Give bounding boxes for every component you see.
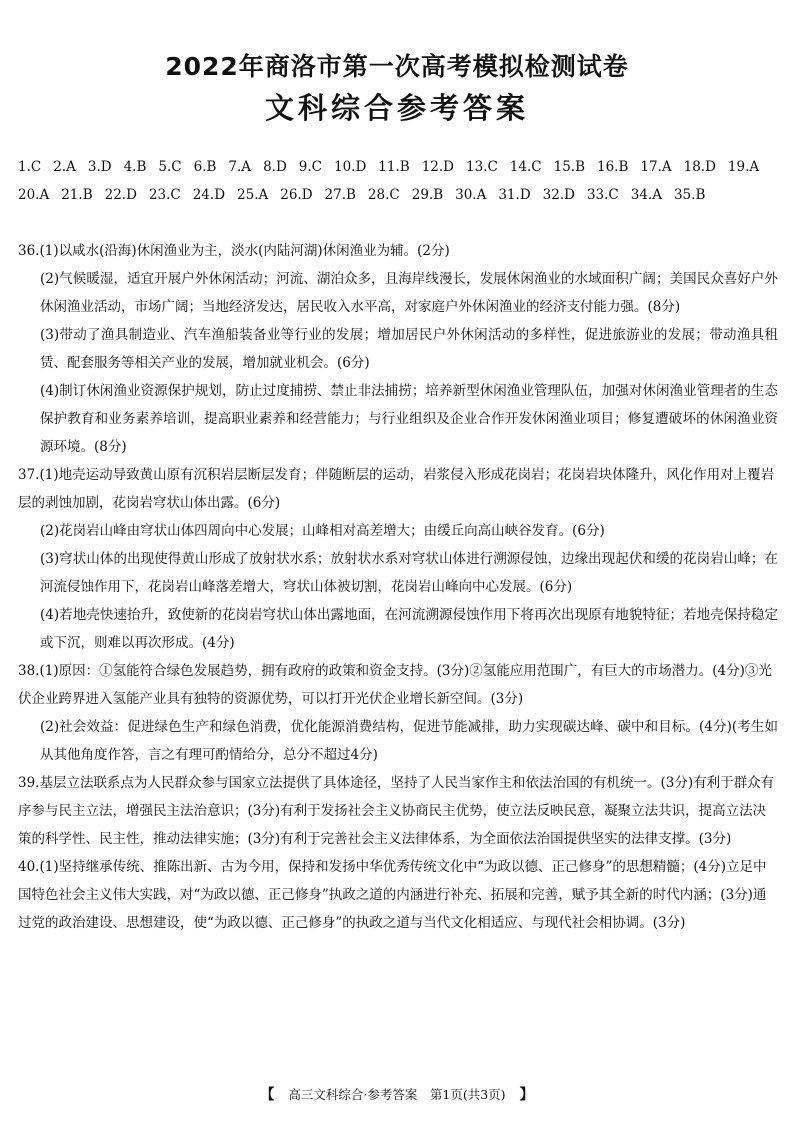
- choice-answer: 12.D: [421, 159, 454, 175]
- q36-part4: (4)制订休闲渔业资源保护规划，防止过度捕捞、禁止非法捕捞；培养新型休闲渔业管理队伍，加强对休闲渔业管理者的生态保护教育和业务素养培训，提高职业素养和经营能力；与行业组织及企业合作开发休闲渔业项目；修复遭破坏的休闲渔业资源环境。(8分): [40, 383, 778, 455]
- choice-answer: 15.B: [553, 159, 585, 175]
- page-footer: [0, 1085, 794, 1105]
- choice-answer: 26.D: [280, 187, 313, 203]
- q36-part2: (2)气候暖湿，适宜开展户外休闲活动；河流、湖泊众多，且海岸线漫长，发展休闲渔业的水域面积广阔；美国民众喜好户外休闲渔业活动，市场广阔；当地经济发达，居民收入水平高，对家庭户外休闲渔业的经济支付能力强。(8分): [40, 271, 778, 315]
- choice-answer: 16.B: [597, 159, 629, 175]
- q37-part3: (3)穹状山体的出现使得黄山形成了放射状水系；放射状水系对穹状山体进行溯源侵蚀，边缘出现起伏和缓的花岗岩山峰；在河流侵蚀作用下，花岗岩山峰落差增大，穹状山体被切割，花岗岩山峰向中心发展。(6分): [40, 551, 778, 595]
- choice-answer: 32.D: [542, 187, 575, 203]
- essay-answers: [18, 237, 778, 937]
- q37-part1: 37.(1)地壳运动导致黄山原有沉积岩层断层发育；伴随断层的运动，岩浆侵入形成花岗岩；花岗岩块体隆升，风化作用对上覆岩层的剥蚀加剧，花岗岩穹状山体出露。(6分): [18, 467, 775, 511]
- footer-right-bracket: 】: [519, 1087, 534, 1103]
- footer-left-bracket: 【: [260, 1087, 275, 1103]
- choice-answer: 18.D: [683, 159, 716, 175]
- choice-answer: 34.A: [630, 187, 662, 203]
- choice-answer: 17.A: [640, 159, 672, 175]
- choice-answer: 19.A: [727, 159, 760, 175]
- choice-answer: 6.B: [193, 159, 217, 175]
- choice-answer: 28.C: [367, 187, 400, 203]
- choice-answer: 5.C: [158, 159, 182, 175]
- choice-answers: [18, 153, 778, 209]
- choice-answer: 8.D: [263, 159, 287, 175]
- q36-part3: (3)带动了渔具制造业、汽车渔船装备业等行业的发展；增加居民户外休闲活动的多样性，促进旅游业的发展；带动渔具租赁、配套服务等相关产业的发展，增加就业机会。(6分): [40, 327, 778, 371]
- choice-answer: 1.C: [18, 159, 42, 175]
- choice-answer: 29.B: [411, 187, 444, 203]
- choice-answer: 7.A: [228, 159, 252, 175]
- choice-answer: 14.C: [509, 159, 542, 175]
- choice-answer: 3.D: [87, 159, 112, 175]
- choice-answer: 2.A: [53, 159, 76, 175]
- choice-answer: 30.A: [455, 187, 487, 203]
- exam-title: 2022年商洛市第一次高考模拟检测试卷: [165, 52, 629, 81]
- choice-answer: 35.B: [673, 187, 706, 203]
- choice-answer: 24.D: [192, 187, 226, 203]
- q37-part4: (4)若地壳快速抬升，致使新的花岗岩穹状山体出露地面，在河流溯源侵蚀作用下将再次出现原有地貌特征；若地壳保持稳定或下沉，则难以再次形成。(4分): [40, 607, 778, 651]
- choice-answer: 9.C: [298, 159, 322, 175]
- q36-part1: 36.(1)以咸水(沿海)休闲渔业为主，淡水(内陆河湖)休闲渔业为辅。(2分): [18, 243, 450, 259]
- choice-answer: 23.C: [148, 187, 181, 203]
- answer-key-title: 文科综合参考答案: [264, 91, 529, 125]
- choice-answer: 4.B: [123, 159, 147, 175]
- choice-answer: 20.A: [18, 187, 50, 203]
- choice-answer: 11.B: [378, 159, 410, 175]
- choice-answer: 13.C: [465, 159, 498, 175]
- choice-answer: 27.B: [324, 187, 356, 203]
- choice-answer: 22.D: [104, 187, 137, 203]
- choice-answer: 33.C: [586, 187, 619, 203]
- choice-answer: 25.A: [237, 187, 269, 203]
- q39-answer: 39.基层立法联系点为人民群众参与国家立法提供了具体途径，坚持了人民当家作主和依法治国的有机统一。(3分)有利于群众有序参与民主立法，增强民主法治意识；(3分)有利于发扬社会主义协商民主优势，使立法反映民意，凝聚立法共识，提高立法决策的科学性、民主性，推动法律实施；(3分)有利于完善社会主义法律体系，为全面依法治国提供坚实的法律支撑。(3分): [18, 775, 775, 847]
- q38-part1: 38.(1)原因：①氢能符合绿色发展趋势，拥有政府的政策和资金支持。(3分)②氢能应用范围广，有巨大的市场潜力。(4分)③光伏企业跨界进入氢能产业具有独特的资源优势，可以打开光伏企业增长新空间。(3分): [18, 663, 772, 707]
- choice-answer: 10.D: [334, 159, 367, 175]
- q37-part2: (2)花岗岩山峰由穹状山体四周向中心发展；山峰相对高差增大；由缓丘向高山峡谷发育。(6分): [40, 523, 605, 539]
- footer-text: 高三文科综合·参考答案 第1页(共3页): [288, 1087, 506, 1102]
- q40-part1: 40.(1)坚持继承传统、推陈出新、古为今用，保持和发扬中华优秀传统文化中“为政以德、正己修身”的思想精髓；(4分)立足中国特色社会主义伟大实践，对“为政以德、正己修身”执政之道的内涵进行补充、拓展和完善，赋予其全新的时代内涵；(3分)通过党的政治建设、思想建设，使“为政以德、正己修身”的执政之道与当代文化相适应、与现代社会相协调。(3分): [18, 859, 767, 931]
- q38-part2: (2)社会效益：促进绿色生产和绿色消费，优化能源消费结构，促进节能减排，助力实现碳达峰、碳中和目标。(4分)(考生如从其他角度作答，言之有理可酌情给分，总分不超过4分): [40, 719, 778, 763]
- choice-answer: 31.D: [498, 187, 531, 203]
- choice-answer: 21.B: [61, 187, 93, 203]
